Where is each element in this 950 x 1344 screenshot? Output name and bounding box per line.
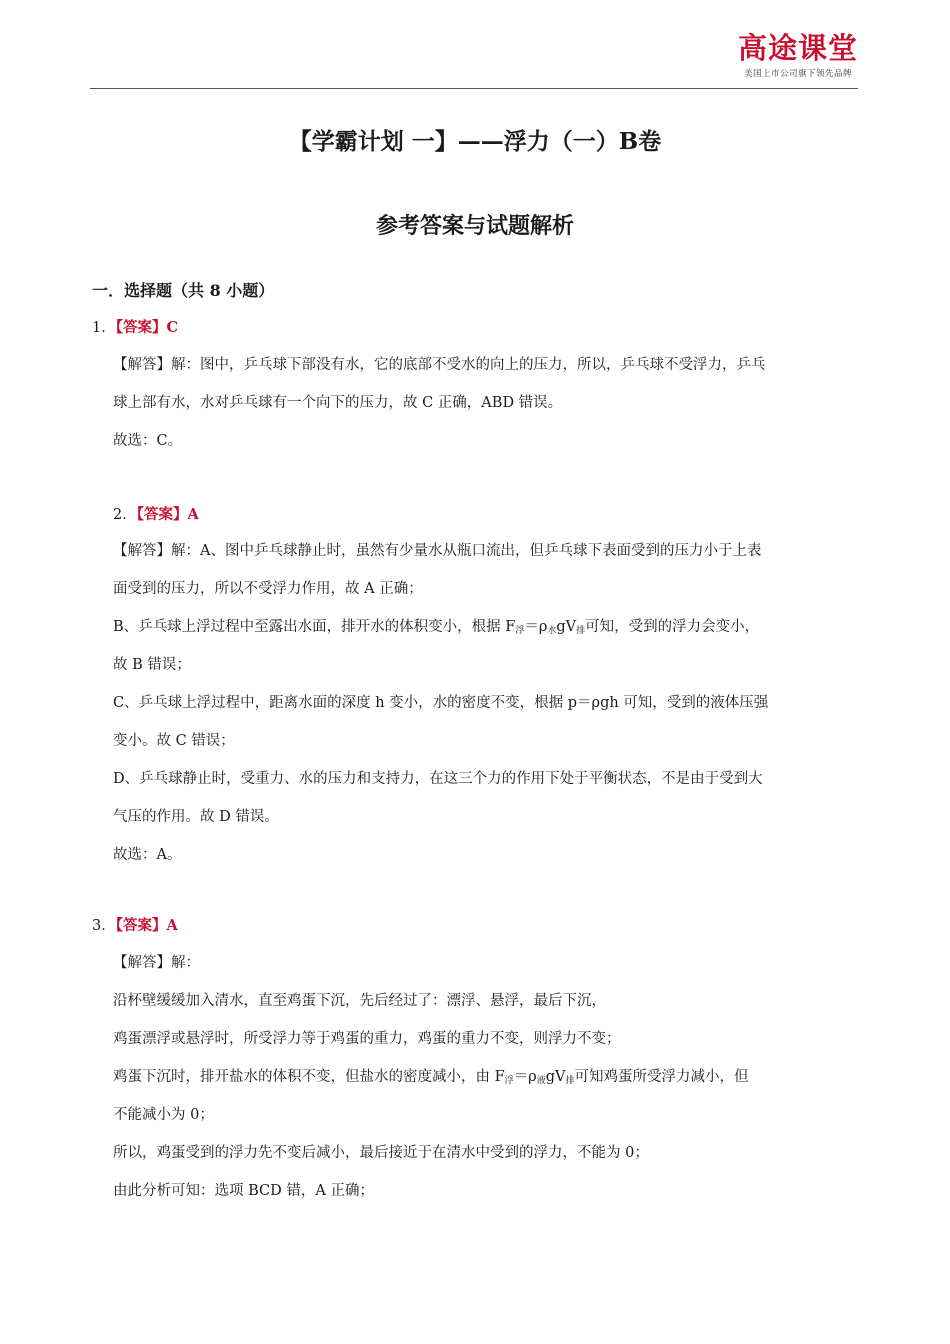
document-title: 【学霸计划 一】——浮力（一）B卷 <box>288 128 662 155</box>
subscript: 排 <box>576 626 586 636</box>
text-segment: gV <box>556 619 577 635</box>
subscript: 水 <box>547 626 557 636</box>
question-3-explanation-line: 由此分析可知：选项 BCD 错，A 正确； <box>113 1183 374 1199</box>
question-3-explanation-line: 所以，鸡蛋受到的浮力先不变后减小，最后接近于在清水中受到的浮力，不能为 0； <box>113 1145 649 1161</box>
question-2-explanation-line: 【解答】解：A、图中乒乓球静止时，虽然有少量水从瓶口流出，但乒乓球下表面受到的压力小于上表 <box>113 543 762 559</box>
question-2-explanation-line: 气压的作用。故 D 错误。 <box>113 809 279 825</box>
document-subtitle: 参考答案与试题解析 <box>375 213 574 239</box>
header-divider <box>90 88 858 89</box>
question-3-explanation-line: 沿杯壁缓缓加入清水，直至鸡蛋下沉，先后经过了：漂浮、悬浮，最后下沉， <box>113 993 606 1009</box>
subscript: 液 <box>536 1076 546 1086</box>
question-1-heading <box>92 316 178 340</box>
question-3-explanation-line: 【解答】解： <box>113 955 200 971</box>
question-number: 2． <box>113 507 137 523</box>
answer-label: 【答案】A <box>136 506 199 523</box>
question-2-explanation-line: C、乒乓球上浮过程中，距离水面的深度 h 变小，水的密度不变，根据 p＝ρgh 可知，受到的液体压强 <box>113 695 769 711</box>
question-1-choice-line: 故选：C。 <box>113 433 183 449</box>
text-segment: B、乒乓球上浮过程中至露出水面，排开水的体积变小，根据 F <box>113 619 516 635</box>
subscript: 排 <box>565 1076 575 1086</box>
subscript: 浮 <box>515 626 525 636</box>
question-2-explanation-line: 面受到的压力，所以不受浮力作用，故 A 正确； <box>113 581 423 597</box>
text-segment: ＝ρ <box>524 619 548 635</box>
question-3-explanation-line: 鸡蛋漂浮或悬浮时，所受浮力等于鸡蛋的重力，鸡蛋的重力不变，则浮力不变； <box>113 1031 621 1047</box>
section-heading: 一．选择题（共 8 小题） <box>92 281 275 300</box>
question-2-explanation-line: 故 B 错误； <box>113 657 191 673</box>
question-1-explanation-line: 【解答】解：图中，乒乓球下部没有水，它的底部不受水的向上的压力，所以，乒乓球不受浮力，乒乓 <box>113 357 766 373</box>
brand-logo <box>738 30 858 80</box>
question-2-heading <box>113 503 199 527</box>
question-1-explanation-line: 球上部有水，水对乒乓球有一个向下的压力，故 C 正确，ABD 错误。 <box>113 395 563 411</box>
question-2-explanation-line <box>113 608 859 646</box>
subscript: 浮 <box>504 1076 514 1086</box>
question-3-explanation-line: 不能减小为 0； <box>113 1107 214 1123</box>
answer-label: 【答案】C <box>115 319 179 336</box>
text-segment: ＝ρ <box>513 1069 537 1085</box>
question-number: 1． <box>92 320 116 336</box>
question-3-explanation-line <box>113 1058 859 1096</box>
text-segment: 鸡蛋下沉时，排开盐水的体积不变，但盐水的密度减小，由 F <box>113 1069 505 1085</box>
text-segment: 可知，受到的浮力会变小， <box>585 619 760 635</box>
question-3-heading <box>92 914 178 938</box>
question-2-explanation-line: D、乒乓球静止时，受重力、水的压力和支持力，在这三个力的作用下处于平衡状态，不是由于受到大 <box>113 771 763 787</box>
text-segment: 可知鸡蛋所受浮力减小，但 <box>574 1069 749 1085</box>
logo-tagline: 美国上市公司旗下领先品牌 <box>743 69 852 79</box>
question-2-explanation-line: 变小。故 C 错误； <box>113 733 235 749</box>
answer-label: 【答案】A <box>115 917 178 934</box>
question-2-choice-line: 故选：A。 <box>113 847 182 863</box>
logo-text: 高途课堂 <box>737 31 858 65</box>
text-segment: gV <box>545 1069 566 1085</box>
question-number: 3． <box>92 918 116 934</box>
